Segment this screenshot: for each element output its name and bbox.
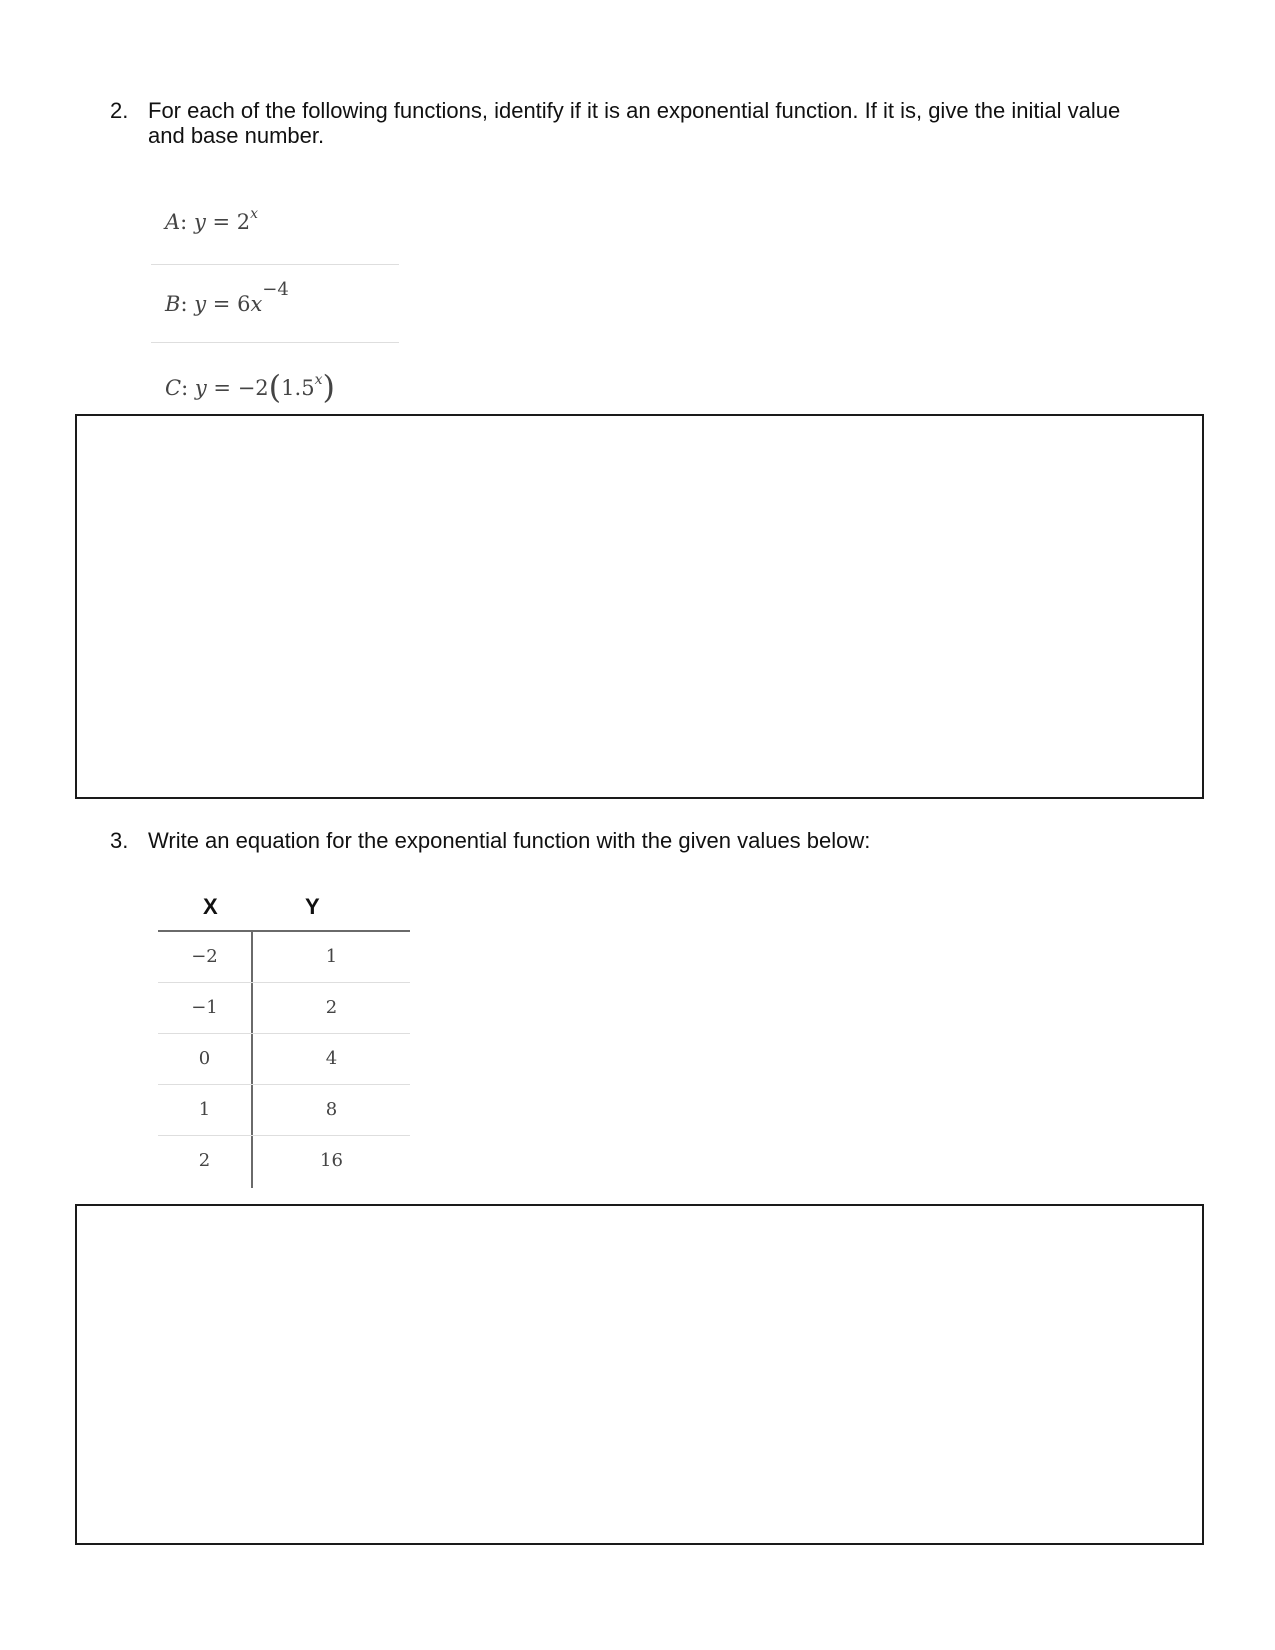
question-2-text: For each of the following functions, identify if it is an exponential function. If it is, give the initial value and base number. xyxy=(148,98,1121,148)
y-value: 8 xyxy=(325,1099,338,1120)
y-value: 1 xyxy=(325,946,338,967)
column-header-y: Y xyxy=(305,894,320,919)
table-row xyxy=(158,983,410,1034)
column-header-x: X xyxy=(203,894,218,919)
question-3-number: 3. xyxy=(110,828,129,853)
function-b-expression: B: $y = 6x^{-4}$ xyxy=(165,279,289,316)
table-row xyxy=(158,932,410,983)
xy-values-table xyxy=(158,888,410,1187)
function-b xyxy=(151,265,399,343)
question-2-answer-box[interactable] xyxy=(75,414,1204,799)
function-c xyxy=(151,343,399,421)
table-row xyxy=(158,1085,410,1136)
y-value: 4 xyxy=(325,1048,338,1069)
x-value: 1 xyxy=(198,1099,211,1120)
table-row xyxy=(158,1034,410,1085)
y-value: 16 xyxy=(320,1150,343,1171)
function-list xyxy=(151,187,399,421)
x-value: −2 xyxy=(191,946,218,967)
question-3-text: Write an equation for the exponential function with the given values below: xyxy=(148,828,871,853)
table-header xyxy=(158,888,410,932)
x-value: 0 xyxy=(198,1048,211,1069)
x-value: 2 xyxy=(198,1150,211,1171)
function-a xyxy=(151,187,399,265)
function-a-expression: A: y = 2$^x$ xyxy=(165,206,259,234)
x-value: −1 xyxy=(191,997,218,1018)
question-3-answer-box[interactable] xyxy=(75,1204,1204,1545)
table-row xyxy=(158,1136,410,1187)
y-value: 2 xyxy=(325,997,338,1018)
function-c-expression: C: $y = -2(1.5^x)$ xyxy=(165,368,335,406)
question-2-number: 2. xyxy=(110,98,129,123)
